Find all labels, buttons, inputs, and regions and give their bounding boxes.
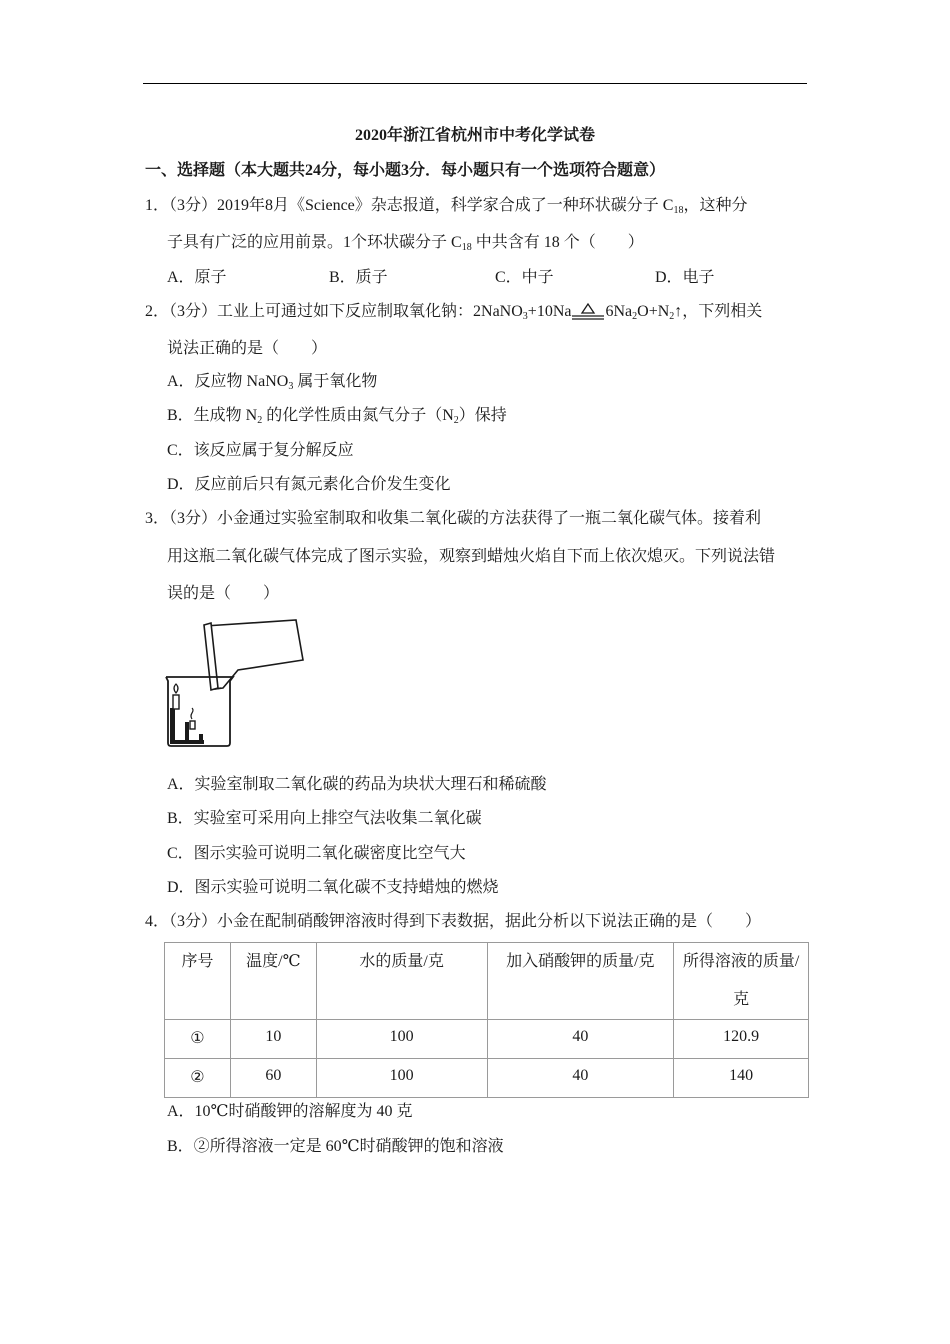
q3-line3: 误的是（ ） bbox=[167, 585, 280, 602]
q2-option-a: A．反应物 NaNO$_3$ 属于氧化物 bbox=[167, 373, 378, 392]
q1-number: 1． bbox=[145, 197, 170, 214]
q2-number: 2． bbox=[145, 303, 170, 320]
q4-line1: 4．（3分）小金在配制硝酸钾溶液时得到下表数据，据此分析以下说法正确的是（ ） bbox=[145, 913, 762, 930]
q3-option-a: A．实验室制取二氧化碳的药品为块状大理石和稀硫酸 bbox=[167, 776, 547, 793]
table-cell: 10 bbox=[230, 1020, 316, 1059]
q3-number: 3． bbox=[145, 510, 170, 527]
table-row bbox=[165, 1059, 809, 1098]
table-cell: 60 bbox=[230, 1059, 316, 1098]
q2-option-d: D．反应前后只有氮元素化合价发生变化 bbox=[167, 476, 451, 493]
table-cell: 100 bbox=[316, 1020, 487, 1059]
q3-option-c: C．图示实验可说明二氧化碳密度比空气大 bbox=[167, 845, 466, 862]
kno3-data-table bbox=[164, 942, 809, 1098]
table-cell: 40 bbox=[487, 1059, 674, 1098]
q4-option-b: B．②所得溶液一定是 60℃时硝酸钾的饱和溶液 bbox=[167, 1138, 504, 1155]
section-heading: 一、选择题（本大题共24分，每小题3分．每小题只有一个选项符合题意） bbox=[145, 162, 666, 179]
table-header-cell: 水的质量/克 bbox=[316, 943, 487, 1020]
table-header-cell: 序号 bbox=[165, 943, 231, 1020]
stepped-stand bbox=[170, 708, 204, 744]
q1-option-c: C．中子 bbox=[495, 269, 554, 286]
exam-title: 2020年浙江省杭州市中考化学试卷 bbox=[354, 127, 595, 144]
q1-option-a: A．原子 bbox=[167, 269, 227, 286]
table-cell: ② bbox=[165, 1059, 231, 1098]
heating-symbol bbox=[571, 302, 605, 322]
table-cell: 120.9 bbox=[674, 1020, 809, 1059]
q3-line1: 3．（3分）小金通过实验室制取和收集二氧化碳的方法获得了一瓶二氧化碳气体。接着利 bbox=[145, 510, 762, 527]
q1-option-d: D．电子 bbox=[655, 269, 715, 286]
gas-bottle bbox=[205, 620, 303, 689]
header-rule bbox=[143, 83, 807, 84]
co2-candle-experiment-figure bbox=[163, 618, 313, 750]
q3-option-d: D．图示实验可说明二氧化碳不支持蜡烛的燃烧 bbox=[167, 879, 499, 896]
candles bbox=[173, 695, 195, 729]
table-row bbox=[165, 1020, 809, 1059]
table-cell: 100 bbox=[316, 1059, 487, 1098]
q1-option-b: B．质子 bbox=[329, 269, 388, 286]
table-header-row bbox=[165, 943, 809, 1020]
table-cell: ① bbox=[165, 1020, 231, 1059]
table-header-cell: 所得溶液的质量/ 克 bbox=[674, 943, 809, 1020]
q4-number: 4． bbox=[145, 913, 170, 930]
q1-line1: 1．（3分）2019年8月《Science》杂志报道，科学家合成了一种环状碳分子 $C_{18}$，这种分 bbox=[145, 197, 748, 216]
q3-line2: 用这瓶二氧化碳气体完成了图示实验，观察到蜡烛火焰自下而上依次熄灭。下列说法错 bbox=[167, 548, 776, 565]
table-header-cell: 温度/℃ bbox=[230, 943, 316, 1020]
table-cell: 40 bbox=[487, 1020, 674, 1059]
q1-line2: 子具有广泛的应用前景。1个环状碳分子 $C_{18}$ 中共含有 18 个（ ） bbox=[167, 234, 644, 253]
q2-option-b: B．生成物 $N_2$ 的化学性质由氮气分子$(N_2)$保持 bbox=[167, 407, 507, 426]
table-header-cell: 加入硝酸钾的质量/克 bbox=[487, 943, 674, 1020]
table-cell: 140 bbox=[674, 1059, 809, 1098]
q2-line1: 2．（3分）工业上可通过如下反应制取氧化钠：2NaNO$_3$+10Na $6Na_2O+N_2↑$，下列相关 bbox=[145, 303, 763, 322]
q2-option-c: C．该反应属于复分解反应 bbox=[167, 442, 354, 459]
q2-line2: 说法正确的是（ ） bbox=[167, 340, 328, 357]
q3-option-b: B．实验室可采用向上排空气法收集二氧化碳 bbox=[167, 810, 482, 827]
q4-option-a: A．10℃时硝酸钾的溶解度为 40 克 bbox=[167, 1103, 413, 1120]
